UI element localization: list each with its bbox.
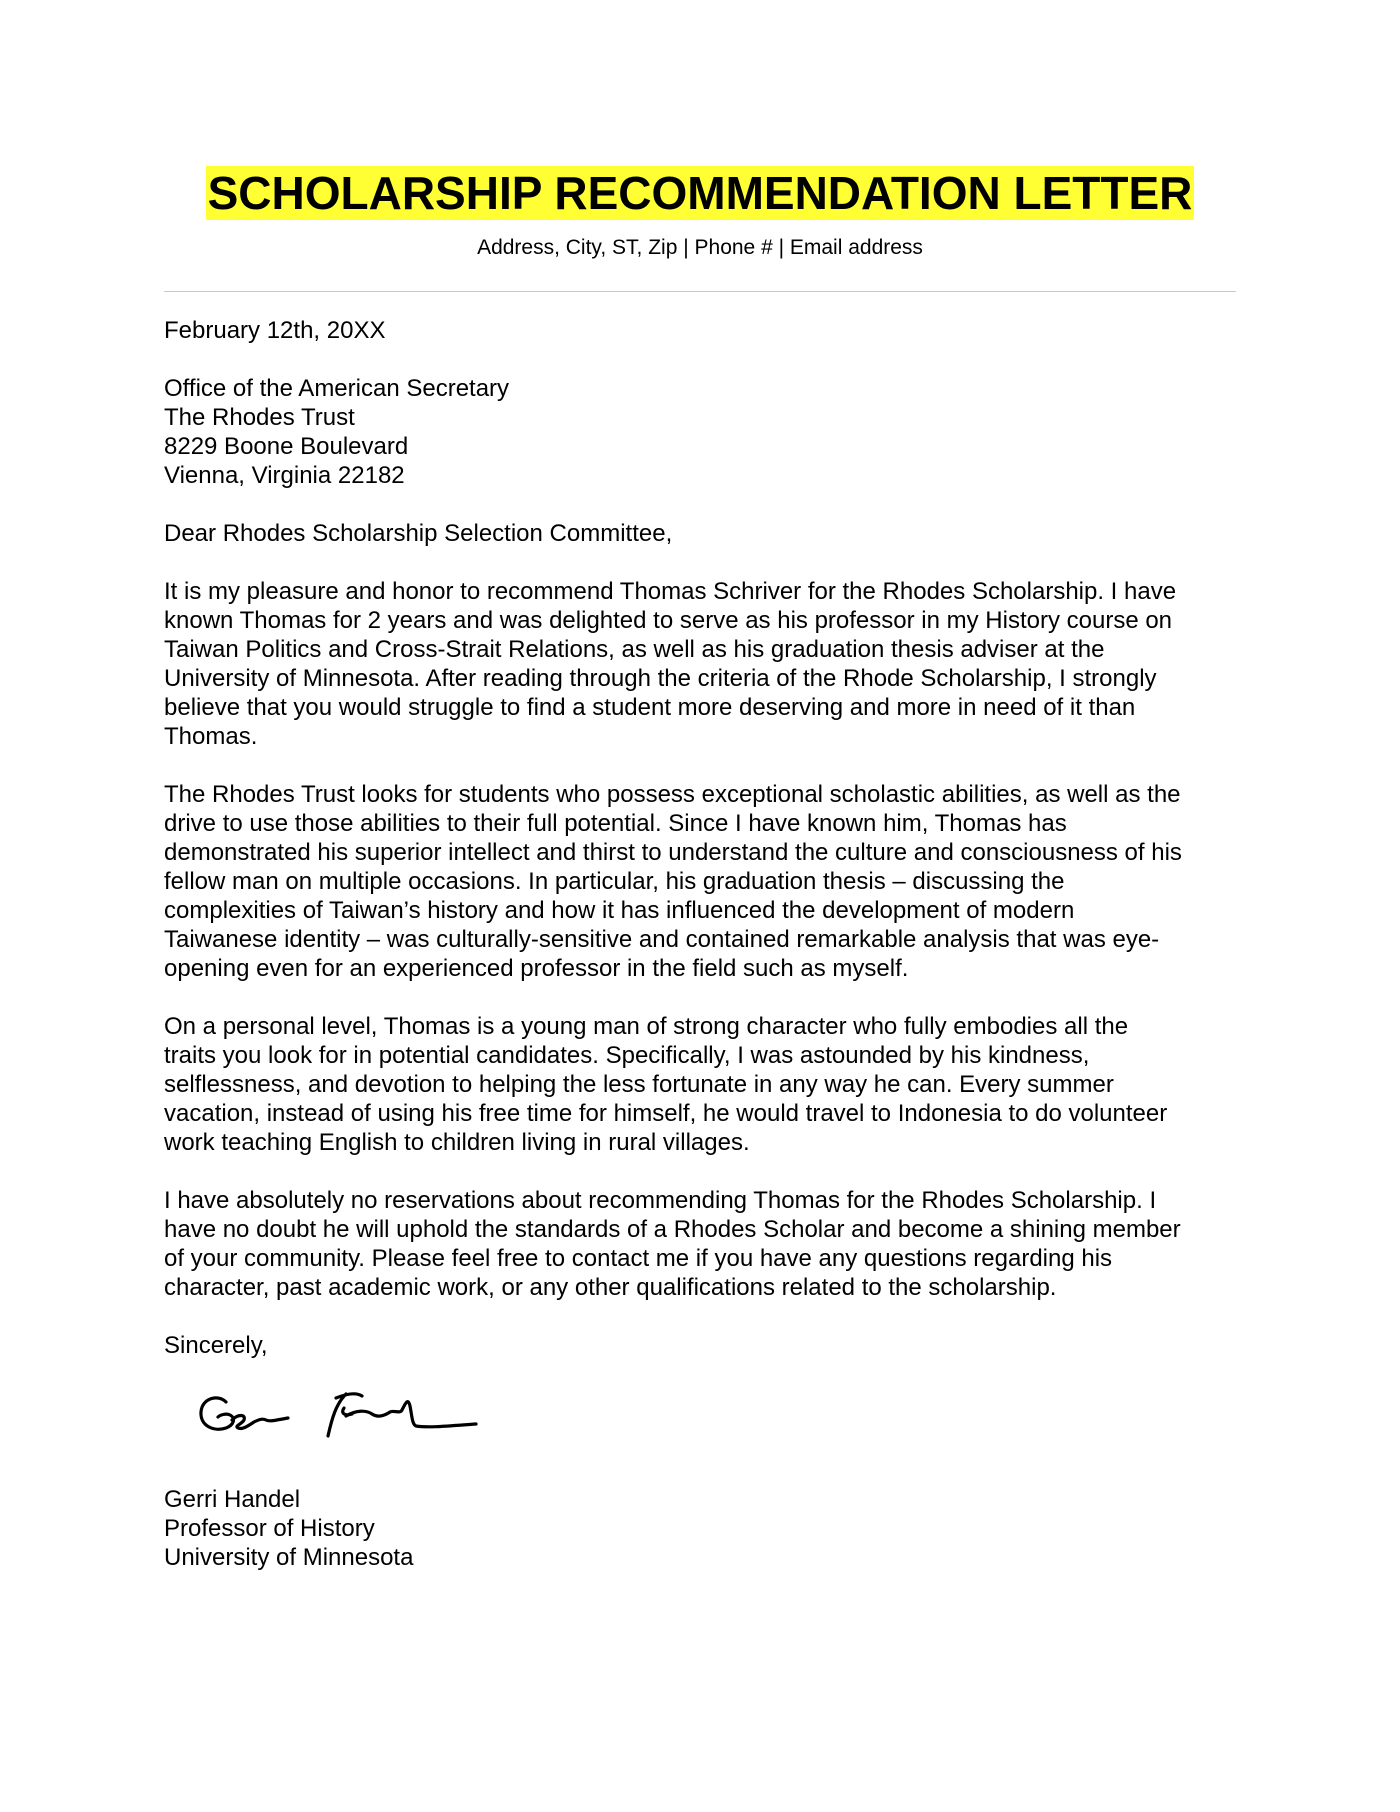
signer-block: [164, 1485, 413, 1572]
paragraph-line: University of Minnesota. After reading through the criteria of the Rhode Scholarship, I strongly: [164, 665, 1157, 692]
paragraph-line: opening even for an experienced professor in the field such as myself.: [164, 955, 909, 982]
letter-date: [164, 316, 1244, 345]
closing: [164, 1331, 1244, 1360]
paragraph-line: Thomas.: [164, 723, 258, 750]
paragraph-line: It is my pleasure and honor to recommend Thomas Schriver for the Rhodes Scholarship. I have: [164, 578, 1177, 605]
paragraph-line: known Thomas for 2 years and was delighted to serve as his professor in my History course on: [164, 607, 1173, 634]
paragraph-line: On a personal level, Thomas is a young man of strong character who fully embodies all the: [164, 1013, 1129, 1040]
paragraph-intro: [164, 577, 1244, 751]
signer-title: Professor of History: [164, 1515, 375, 1542]
recipient-address: [164, 374, 1244, 490]
closing-text: Sincerely,: [164, 1332, 268, 1359]
salutation-text: Dear Rhodes Scholarship Selection Committee,: [164, 520, 673, 547]
paragraph-line: have no doubt he will uphold the standards of a Rhodes Scholar and become a shining member: [164, 1216, 1181, 1243]
paragraph-line: vacation, instead of using his free time for himself, he would travel to Indonesia to do volunteer: [164, 1100, 1168, 1127]
paragraph-line: of your community. Please feel free to contact me if you have any questions regarding his: [164, 1245, 1113, 1272]
paragraph-line: complexities of Taiwan’s history and how it has influenced the development of modern: [164, 897, 1075, 924]
title-container: [0, 166, 1400, 220]
paragraph-line: drive to use those abilities to their full potential. Since I have known him, Thomas has: [164, 810, 1067, 837]
signer-institution: University of Minnesota: [164, 1544, 414, 1571]
date-text: February 12th, 20XX: [164, 317, 386, 344]
paragraph-line: Taiwanese identity – was culturally-sensitive and contained remarkable analysis that was eye-: [164, 926, 1160, 953]
paragraph-line: character, past academic work, or any other qualifications related to the scholarship.: [164, 1274, 1057, 1301]
paragraph-line: The Rhodes Trust looks for students who possess exceptional scholastic abilities, as well as the: [164, 781, 1181, 808]
paragraph-line: fellow man on multiple occasions. In particular, his graduation thesis – discussing the: [164, 868, 1065, 895]
paragraph-line: Taiwan Politics and Cross-Strait Relations, as well as his graduation thesis adviser at the: [164, 636, 1105, 663]
recipient-line: 8229 Boone Boulevard: [164, 433, 409, 460]
recipient-line: The Rhodes Trust: [164, 404, 355, 431]
paragraph-line: selflessness, and devotion to helping the less fortunate in any way he can. Every summer: [164, 1071, 1114, 1098]
contact-line: Address, City, ST, Zip | Phone # | Email address: [477, 236, 923, 259]
paragraph-scholastic: [164, 780, 1244, 983]
paragraph-closing: [164, 1186, 1244, 1302]
header-divider: [164, 291, 1236, 292]
paragraph-line: work teaching English to children living in rural villages.: [164, 1129, 750, 1156]
handwritten-signature: [196, 1384, 496, 1454]
paragraph-line: traits you look for in potential candidates. Specifically, I was astounded by his kindness,: [164, 1042, 1090, 1069]
paragraph-line: believe that you would struggle to find a student more deserving and more in need of it than: [164, 694, 1136, 721]
signer-name: Gerri Handel: [164, 1486, 301, 1513]
paragraph-character: [164, 1012, 1244, 1157]
recipient-line: Office of the American Secretary: [164, 375, 510, 402]
paragraph-line: demonstrated his superior intellect and thirst to understand the culture and consciousness of his: [164, 839, 1182, 866]
paragraph-line: I have absolutely no reservations about recommending Thomas for the Rhodes Scholarship. I: [164, 1187, 1157, 1214]
salutation: [164, 519, 1244, 548]
page-title: SCHOLARSHIP RECOMMENDATION LETTER: [207, 167, 1193, 219]
recipient-line: Vienna, Virginia 22182: [164, 462, 405, 489]
letter-body: [164, 316, 1244, 1360]
